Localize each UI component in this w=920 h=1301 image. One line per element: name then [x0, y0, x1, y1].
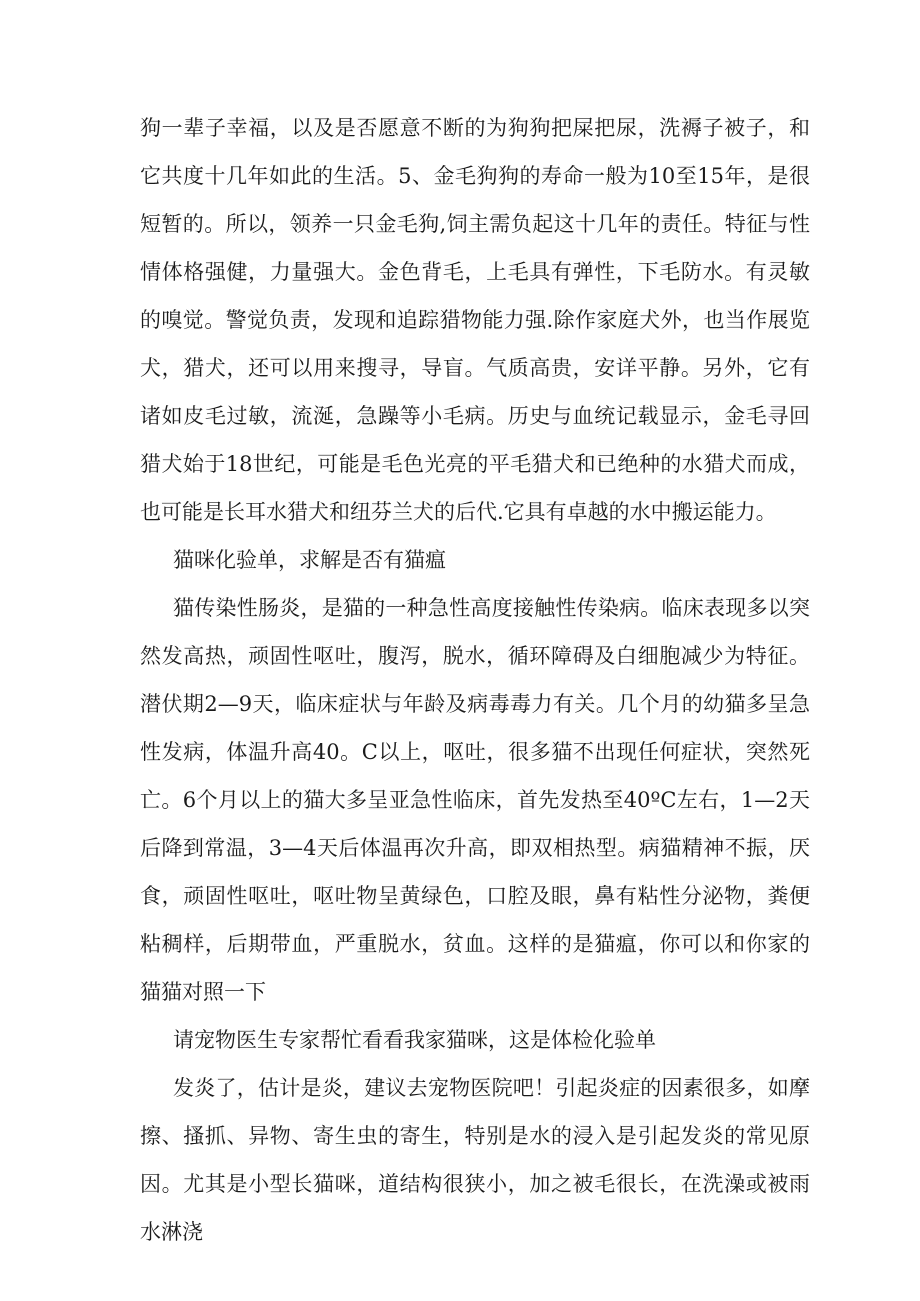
paragraph-feline-enteritis: 猫传染性肠炎，是猫的一种急性高度接触性传染病。临床表现多以突然发高热，顽固性呕吐，腹泻，脱水，循环障碍及白细胞减少为特征。潜伏期2—9天，临床症状与年龄及病毒毒力有关。几个月的幼猫多呈急性发病，体温升高40。C以上，呕吐，很多猫不出现任何症状，突然死亡。6个月以上的猫大多呈亚急性临床，首先发热至40ºC左右，1—2天后降到常温，3—4天后体温再次升高，即双相热型。病猫精神不振，厌食，顽固性呕吐，呕吐物呈黄绿色，口腔及眼，鼻有粘性分泌物，粪便粘稠样，后期带血，严重脱水，贫血。这样的是猫瘟，你可以和你家的猫猫对照一下 [140, 596, 810, 1004]
heading-cat-lab-report: 猫咪化验单，求解是否有猫瘟 [173, 548, 446, 572]
paragraph-inflammation-advice: 发炎了，估计是炎，建议去宠物医院吧！引起炎症的因素很多，如摩擦、搔抓、异物、寄生虫的寄生，特别是水的浸入是引起发炎的常见原因。尤其是小型长猫咪，道结构很狭小，加之被毛很长，在洗澡或被雨水淋浇 [140, 1076, 810, 1244]
heading-vet-checkup-request: 请宠物医生专家帮忙看看我家猫咪，这是体检化验单 [173, 1028, 656, 1052]
paragraph-golden-retriever: 狗一辈子幸福，以及是否愿意不断的为狗狗把屎把尿，洗褥子被子，和它共度十几年如此的生活。5、金毛狗狗的寿命一般为10至15年，是很短暂的。所以，领养一只金毛狗,饲主需负起这十几年的责任。特征与性情体格强健，力量强大。金色背毛，上毛具有弹性，下毛防水。有灵敏的嗅觉。警觉负责，发现和追踪猎物能力强.除作家庭犬外，也当作展览犬，猎犬，还可以用来搜寻，导盲。气质高贵，安详平静。另外，它有诸如皮毛过敏，流涎，急躁等小毛病。历史与血统记载显示，金毛寻回猎犬始于18世纪，可能是毛色光亮的平毛猎犬和已绝种的水猎犬而成，也可能是长耳水猎犬和纽芬兰犬的后代.它具有卓越的水中搬运能力。 [140, 116, 810, 524]
document-body [140, 104, 810, 1256]
